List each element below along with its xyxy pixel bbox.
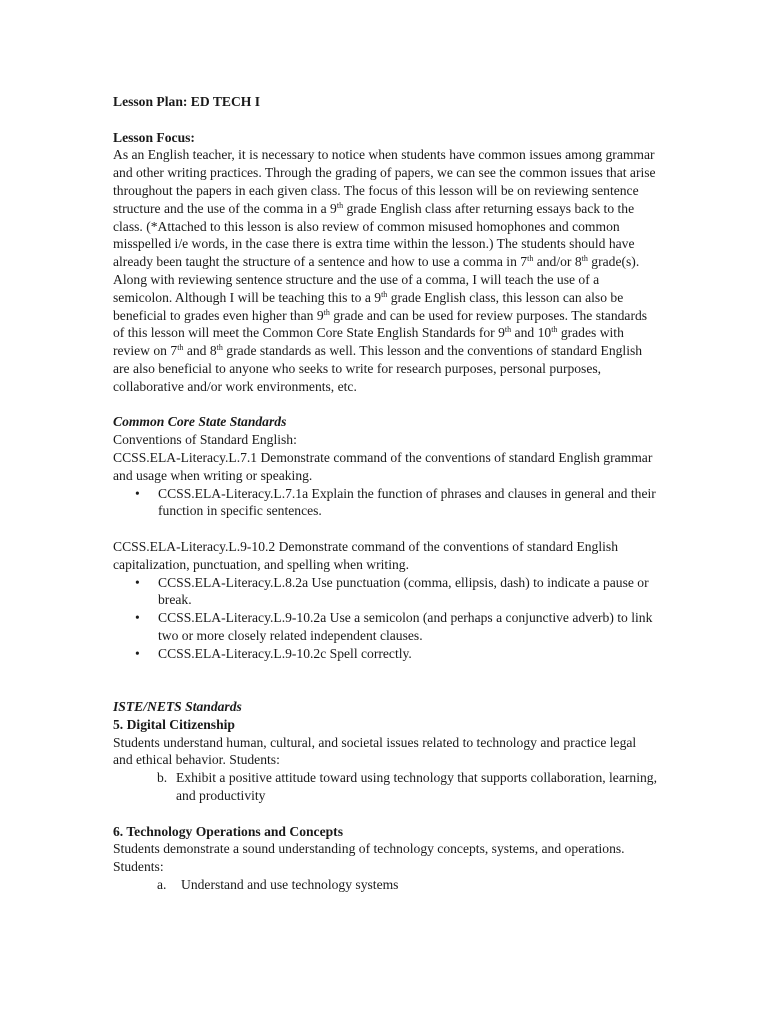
bullet-icon: • — [135, 485, 140, 501]
ccss-l71-list — [113, 485, 658, 521]
lesson-focus-paragraph: As an English teacher, it is necessary to notice when students have common issues among grammar and other writing practices. Through the grading of papers, we can see the common issues that arise throughout the papers in each given class. The focus of this lesson will be on reviewing sentence structure and the use of the comma in a 9th grade English class after returning essays back to the class. (*Attached to this lesson is also review of common misused homophones and common misspelled i/e words, in the case there is extra time within the lesson.) The students should have already been taught the structure of a sentence and how to use a comma in 7th and/or 8th grade(s). Along with reviewing sentence structure and the use of a comma, I will teach the use of a semicolon. Although I will be teaching this to a 9th grade English class, this lesson can also be beneficial to grades even higher than 9th grade and can be used for review purposes. The standards of this lesson will meet the Common Core State English Standards for 9th and 10th grades with review on 7th and 8th grade standards as well. This lesson and the conventions of standard English are also beneficial to anyone who seeks to write for research purposes, personal purposes, collaborative and/or work environments, etc. — [113, 147, 656, 394]
ccss-l9102-list — [113, 574, 658, 663]
document-title: Lesson Plan: ED TECH I — [113, 94, 261, 109]
digital-citizenship-text: Students understand human, cultural, and societal issues related to technology and practice legal and ethical behavior. Students: — [113, 734, 637, 768]
bullet-icon: • — [135, 574, 140, 590]
list-item: • CCSS.ELA-Literacy.L.8.2a Use punctuation (comma, ellipsis, dash) to indicate a pause or break. — [135, 574, 649, 608]
ccss-l71-standard: CCSS.ELA-Literacy.L.7.1 Demonstrate command of the conventions of standard English grammar and usage when writing or speaking. — [113, 449, 653, 483]
list-item: • CCSS.ELA-Literacy.L.9-10.2c Spell correctly. — [135, 645, 412, 661]
list-marker: b. — [157, 770, 168, 786]
tech-operations-heading: 6. Technology Operations and Concepts — [113, 823, 343, 839]
lesson-focus-heading: Lesson Focus: — [113, 129, 195, 145]
list-item: a. Understand and use technology systems — [157, 877, 399, 893]
bullet-icon: • — [135, 610, 140, 626]
list-item: • CCSS.ELA-Literacy.L.9-10.2a Use a semicolon (and perhaps a conjunctive adverb) to link two or more closely related independent clauses. — [135, 610, 653, 643]
ccss-l9102-standard: CCSS.ELA-Literacy.L.9-10.2 Demonstrate command of the conventions of standard English capitalization, punctuation, and spelling when writing. — [113, 538, 618, 572]
bullet-icon: • — [135, 645, 140, 661]
list-item: b. Exhibit a positive attitude toward using technology that supports collaboration, learning, and productivity — [157, 770, 657, 804]
list-item: • CCSS.ELA-Literacy.L.7.1a Explain the function of phrases and clauses in general and their function in specific sentences. — [135, 485, 656, 519]
list-marker: a. — [157, 877, 167, 893]
document-body — [113, 93, 658, 894]
digital-citizenship-heading: 5. Digital Citizenship — [113, 716, 235, 732]
ccss-heading: Common Core State Standards — [113, 414, 287, 430]
iste-heading: ISTE/NETS Standards — [113, 699, 242, 715]
ccss-subheading: Conventions of Standard English: — [113, 432, 297, 448]
tech-operations-text: Students demonstrate a sound understanding of technology concepts, systems, and operations. Students: — [113, 841, 625, 875]
